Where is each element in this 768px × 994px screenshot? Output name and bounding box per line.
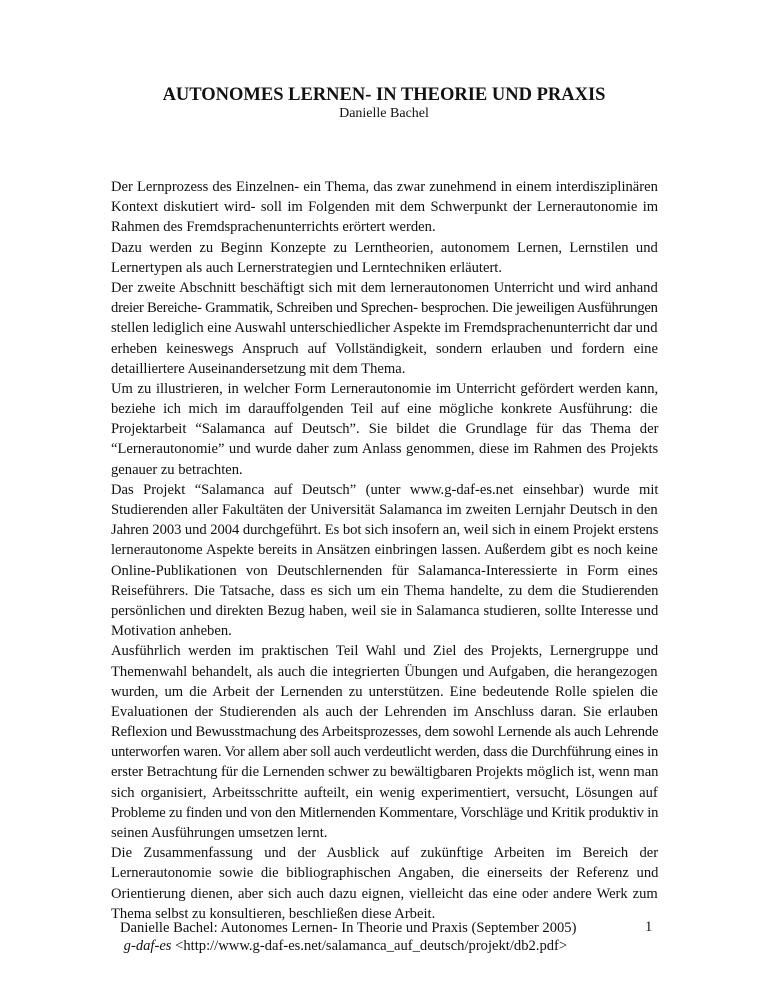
text-line: Dazu werden zu Beginn Konzepte zu Lerntheorien, autonomem Lernen, Lernstilen und [111, 239, 658, 256]
document-body [111, 177, 658, 924]
text-line: Probleme zu finden und von den Mitlernenden Kommentare, Vorschläge und Kritik produktiv in [111, 804, 659, 821]
page-number: 1 [645, 919, 653, 935]
text-line: Das Projekt “Salamanca auf Deutsch” (unter www.g-daf-es.net einsehbar) wurde mit [111, 481, 659, 498]
text-line: Reiseführers. Die Tatsache, dass es sich um ein Thema handelte, zu dem die Studierenden [111, 582, 659, 599]
text-line: Ausführlich werden im praktischen Teil Wahl und Ziel des Projekts, Lernergruppe und [111, 643, 659, 660]
text-line: Reflexion und Bewusstmachung des Arbeitsprozesses, dem sowohl Lernende als auch Lehrende [111, 724, 659, 741]
text-line: persönlichen und direkten Bezug haben, weil sie in Salamanca studieren, sollte Interesse und [111, 602, 659, 619]
text-line: Orientierung dienen, aber sich auch dazu eignen, vielleicht das eine oder andere Werk zum [111, 885, 658, 902]
text-line: genauer zu betrachten. [111, 461, 243, 478]
text-line: erster Betrachtung für die Lernenden schwer zu bewältigbaren Projekts möglich ist, wenn man [111, 764, 659, 781]
text-line: lernerautonome Aspekte bereits in Ansätzen einbringen lassen. Außerdem gibt es noch keine [111, 542, 658, 559]
footer-source-url: <http://www.g-daf-es.net/salamanca_auf_deutsch/projekt/db2.pdf> [175, 938, 568, 954]
text-line: Die Zusammenfassung und der Ausblick auf zukünftige Arbeiten im Bereich der [111, 845, 659, 862]
text-line: erheben keineswegs Anspruch auf Vollständigkeit, sondern erlauben und fordern eine [111, 340, 658, 357]
text-line: Evaluationen der Studierenden als auch der Lehrenden im Anschluss daran. Sie erlauben [111, 703, 659, 720]
text-line: Rahmen des Fremdsprachenunterrichts erörtert werden. [111, 219, 436, 236]
text-line: Online-Publikationen von Deutschlernenden für Salamanca-Interessierte in Form eines [111, 562, 658, 579]
text-line: stellen lediglich eine Auswahl unterschiedlicher Aspekte im Fremdsprachenunterricht dar und [111, 320, 658, 337]
text-line: beziehe ich mich im darauffolgenden Teil auf eine mögliche konkrete Ausführung: die [111, 401, 658, 418]
text-line: Studierenden aller Fakultäten der Universität Salamanca im zweiten Lernjahr Deutsch in den [111, 502, 658, 518]
text-line: Jahren 2003 und 2004 durchgeführt. Es bot sich insofern an, weil sich in einem Projekt erstens [111, 522, 659, 539]
text-line: “Lernerautonomie” und wurde daher zum Anlass genommen, diese im Rahmen des Projekts [111, 441, 659, 458]
text-line: Der Lernprozess des Einzelnen- ein Thema, das zwar zunehmend in einem interdisziplinären [111, 179, 658, 195]
text-line: Der zweite Abschnitt beschäftigt sich mit dem lernerautonomen Unterricht und wird anhand [111, 279, 658, 296]
text-line: wurden, um die Arbeit der Lernenden zu unterstützen. Eine bedeutende Rolle spielen die [111, 683, 658, 700]
text-line: unterworfen waren. Vor allem aber soll auch verdeutlicht werden, dass die Durchführung eines in [111, 744, 659, 761]
text-line: Projektarbeit “Salamanca auf Deutsch”. Sie bildet die Grundlage für das Thema der [111, 421, 659, 438]
footer-source [120, 937, 576, 955]
text-line: Kontext diskutiert wird- soll im Folgenden mit dem Schwerpunkt der Lernerautonomie im [111, 199, 659, 216]
text-line: Um zu illustrieren, in welcher Form Lernerautonomie im Unterricht gefördert werden kann, [111, 380, 659, 397]
document-title: AUTONOMES LERNEN- IN THEORIE UND PRAXIS [162, 85, 606, 105]
text-line: Motivation anheben. [111, 623, 232, 640]
text-line: Thema selbst zu konsultieren, beschließen diese Arbeit. [111, 905, 436, 922]
document-author: Danielle Bachel [339, 106, 429, 121]
page-footer [120, 919, 576, 955]
text-line: detailliertere Auseinandersetzung mit dem Thema. [111, 360, 406, 377]
footer-citation: Danielle Bachel: Autonomes Lernen- In Theorie und Praxis (September 2005) [120, 920, 577, 936]
text-line: dreier Bereiche- Grammatik, Schreiben und Sprechen- besprochen. Die jeweiligen Ausführungen [111, 300, 658, 317]
text-line: Lernertypen als auch Lernerstrategien und Lerntechniken erläutert. [111, 259, 503, 276]
text-line: sich organisiert, Arbeitsschritte aufteilt, ein wenig experimentiert, versucht, Lösungen auf [111, 784, 658, 801]
footer-source-name: g-daf-es [123, 938, 172, 954]
text-line: Themenwahl behandelt, als auch die integrierten Übungen und Aufgaben, die herangezogen [111, 663, 658, 680]
text-line: Lernerautonomie sowie die bibliographischen Angaben, die einerseits der Referenz und [111, 865, 659, 882]
text-line: seinen Ausführungen umsetzen lernt. [111, 825, 328, 841]
